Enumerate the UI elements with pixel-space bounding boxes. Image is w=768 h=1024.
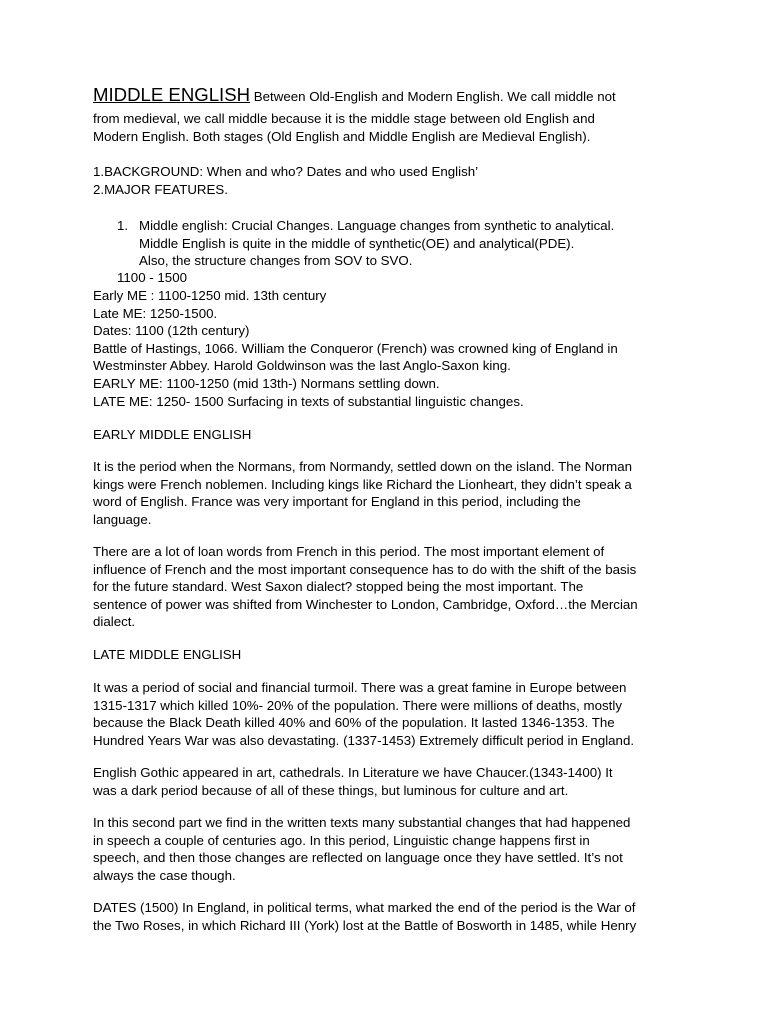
late-paragraph-3 <box>93 814 683 884</box>
intro-line: Modern English. Both stages (Old English and Middle English are Medieval English). <box>93 128 591 144</box>
paragraph-line: was a dark period because of all of these things, but luminous for culture and art. <box>93 782 569 798</box>
paragraph-line: language. <box>93 511 152 527</box>
paragraph-line: 1315-1317 which killed 10%- 20% of the population. There were millions of deaths, mostly <box>93 697 622 713</box>
paragraph-line: sentence of power was shifted from Winchester to London, Cambridge, Oxford…the Mercian <box>93 596 638 612</box>
paragraph-line: English Gothic appeared in art, cathedrals. In Literature we have Chaucer.(1343-1400) It <box>93 765 613 780</box>
paragraph-line: because the Black Death killed 40% and 60% of the population. It lasted 1346-1353. The <box>93 715 615 731</box>
intro-paragraph <box>93 110 683 145</box>
document-title: MIDDLE ENGLISH <box>93 84 251 105</box>
paragraph-line: the Two Roses, in which Richard III (York) lost at the Battle of Bosworth in 1485, while Henry <box>93 917 637 933</box>
paragraph-line: It was a period of social and financial turmoil. There was a great famine in Europe between <box>93 680 627 695</box>
late-paragraph-1 <box>93 679 683 749</box>
paragraph-line: always the case though. <box>93 867 236 883</box>
intro-text: Between Old-English and Modern English. We call middle not <box>253 89 616 104</box>
section-heading-early: EARLY MIDDLE ENGLISH <box>93 427 252 442</box>
early-paragraph-2 <box>93 543 683 631</box>
outline <box>93 163 683 198</box>
paragraph-line: DATES (1500) In England, in political terms, what marked the end of the period is the War of <box>93 900 636 915</box>
dates-line: Early ME : 1100-1250 mid. 13th century <box>93 288 327 303</box>
paragraph-line: There are a lot of loan words from French in this period. The most important element of <box>93 544 605 559</box>
dates-line: LATE ME: 1250- 1500 Surfacing in texts of substantial linguistic changes. <box>93 393 524 409</box>
paragraph-line: In this second part we find in the written texts many substantial changes that had happened <box>93 815 631 830</box>
paragraph-line: speech, and then those changes are reflected on language once they have settled. It’s not <box>93 850 623 866</box>
list-item <box>139 217 699 270</box>
intro-line: from medieval, we call middle because it is the middle stage between old English and <box>93 111 595 126</box>
dates-line: EARLY ME: 1100-1250 (mid 13th-) Normans settling down. <box>93 375 440 391</box>
early-paragraph-1 <box>93 458 683 528</box>
list-line: Middle English is quite in the middle of synthetic(OE) and analytical(PDE). <box>139 235 575 251</box>
paragraph-line: Hundred Years War was also devastating. (1337-1453) Extremely difficult period in England. <box>93 732 635 748</box>
paragraph-line: for the future standard. West Saxon dialect? stopped being the most important. The <box>93 579 584 595</box>
dates-line: Battle of Hastings, 1066. William the Conqueror (French) was crowned king of England in <box>93 340 618 356</box>
paragraph-line: It is the period when the Normans, from Normandy, settled down on the island. The Norman <box>93 459 633 474</box>
late-paragraph-4 <box>93 899 683 934</box>
date-range: 1100 - 1500 <box>117 270 187 285</box>
outline-item: 2.MAJOR FEATURES. <box>93 181 228 197</box>
outline-item: 1.BACKGROUND: When and who? Dates and who used English’ <box>93 164 479 179</box>
paragraph-line: dialect. <box>93 614 136 630</box>
list-number: 1. <box>117 218 129 233</box>
list-line: Middle english: Crucial Changes. Language changes from synthetic to analytical. <box>139 218 615 233</box>
section-heading-late: LATE MIDDLE ENGLISH <box>93 647 242 662</box>
dates-line: Dates: 1100 (12th century) <box>93 323 250 339</box>
title-line <box>93 86 683 106</box>
paragraph-line: kings were French noblemen. Including kings like Richard the Lionheart, they didn’t speak a <box>93 476 632 492</box>
paragraph-line: in speech a couple of centuries ago. In this period, Linguistic change happens first in <box>93 832 590 848</box>
list-line: Also, the structure changes from SOV to SVO. <box>139 253 413 269</box>
paragraph-line: word of English. France was very important for England in this period, including the <box>93 494 581 510</box>
paragraph-line: influence of French and the most important consequence has to do with the shift of the basis <box>93 561 637 577</box>
dates-line: Late ME: 1250-1500. <box>93 305 218 321</box>
dates-line: Westminster Abbey. Harold Goldwinson was the last Anglo-Saxon king. <box>93 358 511 374</box>
late-paragraph-2 <box>93 764 683 799</box>
dates-block <box>93 287 683 410</box>
